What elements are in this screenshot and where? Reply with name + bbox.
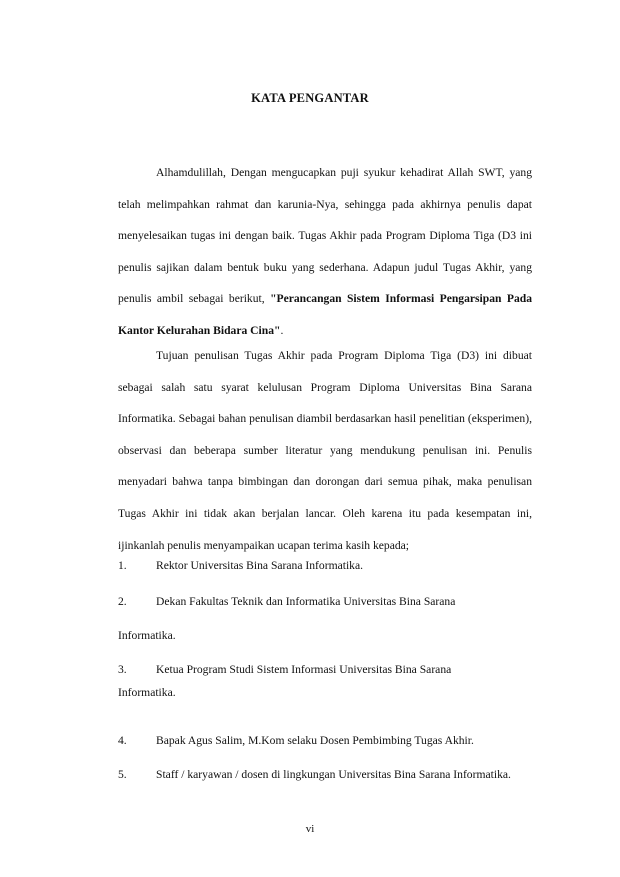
list-item-number: 3. — [118, 663, 127, 676]
list-item-continuation-text: Informatika. — [118, 686, 176, 699]
list-item-continuation-text: Informatika. — [118, 629, 176, 642]
list-item-number: 4. — [118, 734, 127, 747]
list-item-number: 1. — [118, 559, 127, 572]
thesis-title: "Perancangan Sistem Informasi Pengarsipan Pada Kantor Kelurahan Bidara Cina" — [118, 292, 532, 337]
list-item-text: Dekan Fakultas Teknik dan Informatika Universitas Bina Sarana — [156, 595, 456, 608]
list-item — [118, 659, 532, 680]
list-item-continuation — [118, 682, 532, 703]
list-item — [118, 591, 532, 612]
paragraph-intro-end: . — [280, 323, 284, 337]
list-item-number: 5. — [118, 768, 127, 781]
list-item-number: 2. — [118, 595, 127, 608]
list-item — [118, 555, 532, 576]
list-item — [118, 764, 532, 785]
paragraph-intro — [118, 157, 532, 347]
list-item-continuation — [118, 625, 532, 646]
paragraph-purpose — [118, 340, 532, 561]
list-item-text: Bapak Agus Salim, M.Kom selaku Dosen Pembimbing Tugas Akhir. — [156, 734, 474, 747]
list-item-text: Rektor Universitas Bina Sarana Informatika. — [156, 559, 364, 572]
list-item-text: Ketua Program Studi Sistem Informasi Universitas Bina Sarana — [156, 663, 452, 676]
page-title: KATA PENGANTAR — [251, 91, 369, 105]
paragraph-intro-text: Alhamdulillah, Dengan mengucapkan puji syukur kehadirat Allah SWT, yang telah melimpahkan rahmat dan karunia-Nya, sehingga pada akhirnya penulis dapat menyelesaikan tugas ini dengan baik. Tugas Akhir pada Program Diploma Tiga (D3 ini penulis sajikan dalam bentuk buku yang sederhana. Adapun judul Tugas Akhir, yang penulis ambil sebagai berikut, — [118, 166, 532, 306]
list-item — [118, 730, 532, 751]
list-item-text: Staff / karyawan / dosen di lingkungan Universitas Bina Sarana Informatika. — [156, 768, 511, 781]
page-number: vi — [305, 823, 315, 835]
paragraph-purpose-text: Tujuan penulisan Tugas Akhir pada Program Diploma Tiga (D3) ini dibuat sebagai salah satu syarat kelulusan Program Diploma Universitas Bina Sarana Informatika. Sebagai bahan penulisan diambil berdasarkan hasil penelitian (eksperimen), observasi dan beberapa sumber literatur yang mendukung penulisan ini. Penulis menyadari bahwa tanpa bimbingan dan dorongan dari semua pihak, maka penulisan Tugas Akhir ini tidak akan berjalan lancar. Oleh karena itu pada kesempatan ini, ijinkanlah penulis menyampaikan ucapan terima kasih kepada; — [118, 349, 532, 552]
